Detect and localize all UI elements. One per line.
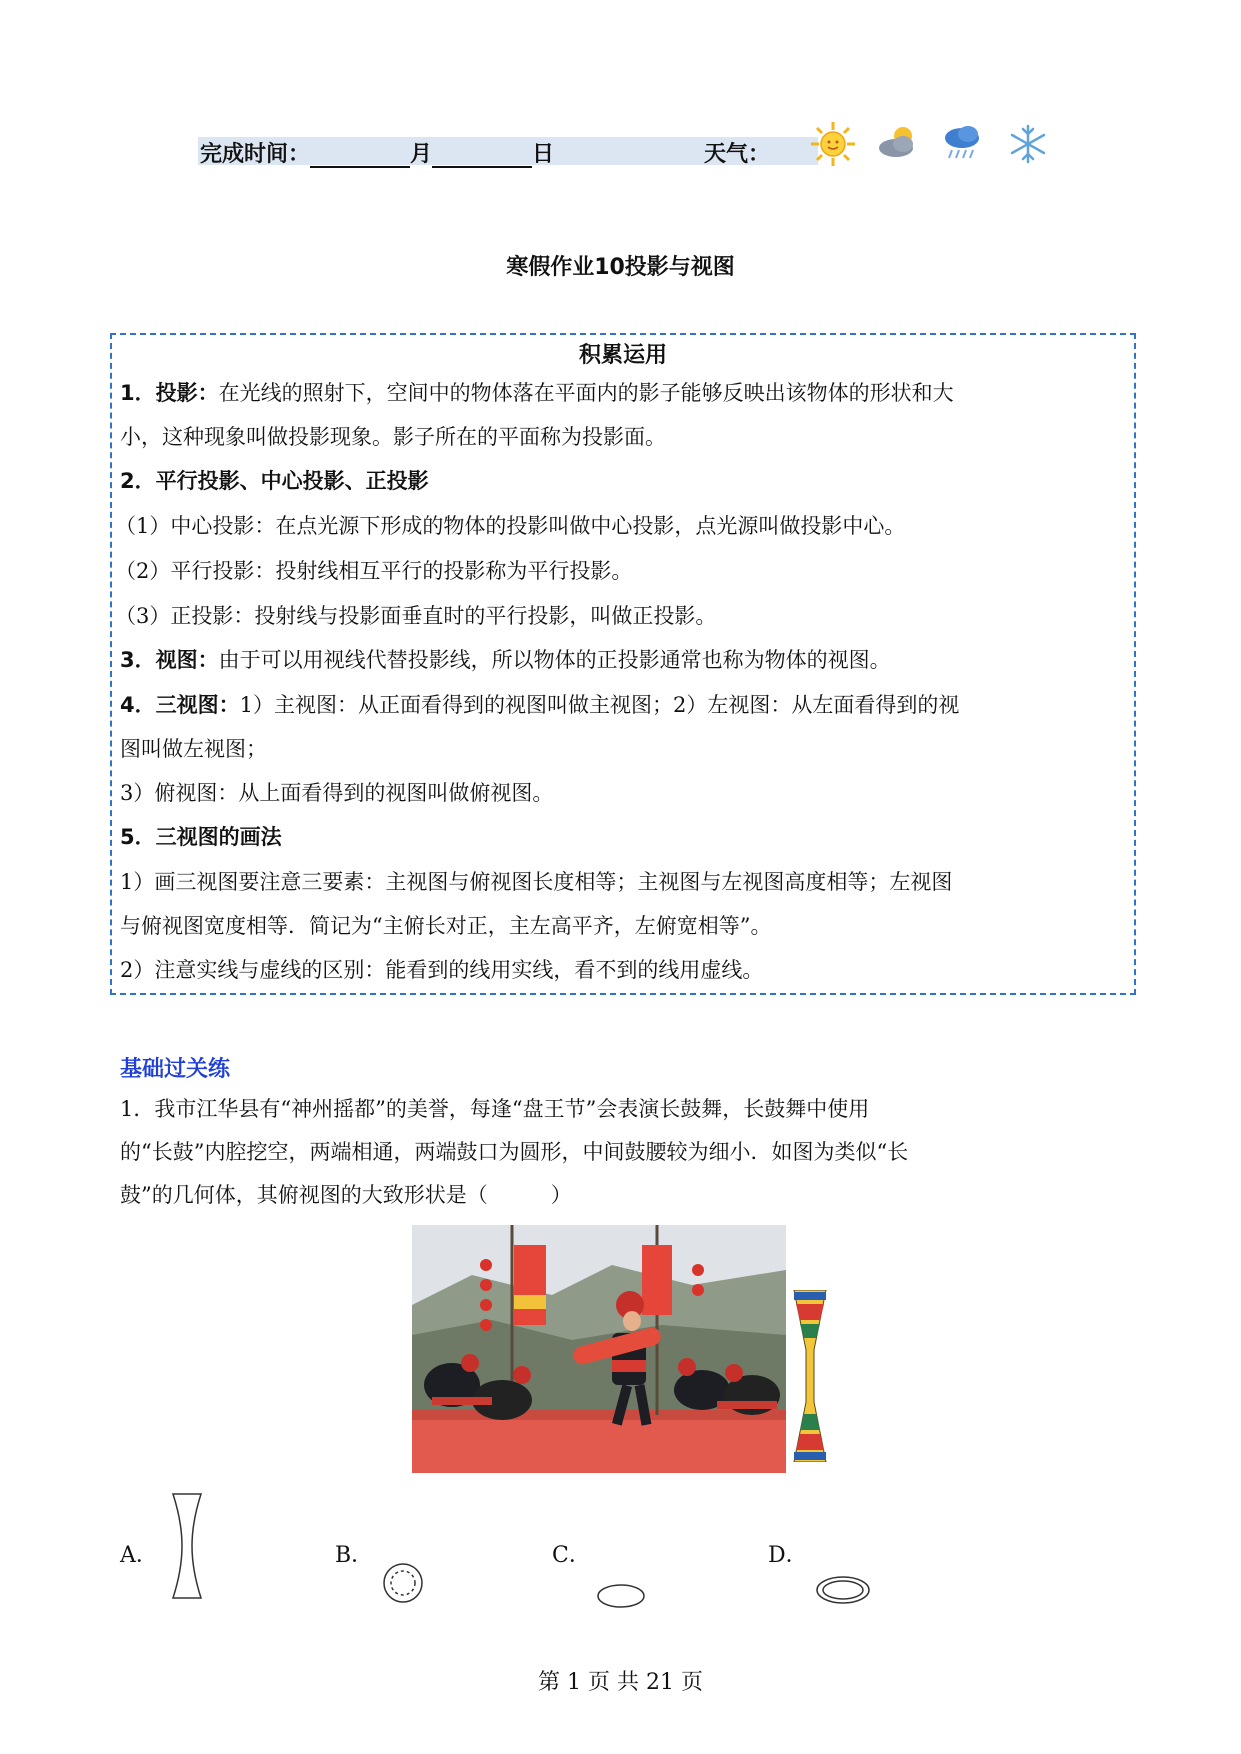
summary-line: 1．投影：在光线的照射下，空间中的物体落在平面内的影子能够反映出该物体的形状和大 xyxy=(120,381,954,405)
summary-line: 2．平行投影、中心投影、正投影 xyxy=(120,469,429,493)
option-a-figure[interactable] xyxy=(170,1492,204,1600)
snow-icon[interactable] xyxy=(1003,120,1053,168)
summary-line: 3）俯视图：从上面看得到的视图叫做俯视图。 xyxy=(120,781,554,805)
summary-line: 5．三视图的画法 xyxy=(120,825,282,849)
option-c-label[interactable]: C． xyxy=(552,1543,591,1568)
summary-line: 与俯视图宽度相等．简记为“主俯长对正，主左高平齐，左俯宽相等”。 xyxy=(120,914,772,938)
option-d-figure[interactable] xyxy=(815,1574,871,1606)
summary-line: 2）注意实线与虚线的区别：能看到的线用实线，看不到的线用虚线。 xyxy=(120,958,764,982)
summary-line: 1）画三视图要注意三要素：主视图与俯视图长度相等；主视图与左视图高度相等；左视图 xyxy=(120,870,953,894)
summary-line: 小，这种现象叫做投影现象。影子所在的平面称为投影面。 xyxy=(120,425,666,449)
summary-line: 4．三视图：1）主视图：从正面看得到的视图叫做主视图；2）左视图：从左面看得到的视 xyxy=(120,693,960,717)
page-title: 寒假作业10投影与视图 xyxy=(506,255,735,280)
cloudy-icon[interactable] xyxy=(873,120,923,168)
sun-icon[interactable] xyxy=(808,120,858,168)
long-drum-figure xyxy=(790,1290,830,1462)
completion-line xyxy=(200,137,770,168)
summary-line: （2）平行投影：投射线相互平行的投影称为平行投影。 xyxy=(115,559,633,583)
summary-line: （3）正投影：投射线与投影面垂直时的平行投影，叫做正投影。 xyxy=(115,604,717,628)
month-blank[interactable] xyxy=(310,144,410,168)
option-b-figure[interactable] xyxy=(382,1562,424,1604)
weather-label: 天气： xyxy=(704,142,771,167)
day-blank[interactable] xyxy=(432,144,532,168)
summary-heading: 积累运用 xyxy=(578,343,667,368)
option-a-label[interactable]: A． xyxy=(120,1543,158,1568)
option-c-figure[interactable] xyxy=(596,1582,646,1610)
rain-icon[interactable] xyxy=(938,120,988,168)
option-d-label[interactable]: D． xyxy=(768,1543,808,1568)
completion-label: 完成时间： xyxy=(200,142,311,167)
long-drum-dance-photo xyxy=(412,1225,786,1473)
page-footer: 第 1 页 共 21 页 xyxy=(538,1670,703,1695)
month-label: 月 xyxy=(410,142,433,167)
summary-line: 3．视图：由于可以用视线代替投影线，所以物体的正投影通常也称为物体的视图。 xyxy=(120,648,891,672)
summary-line: 图叫做左视图； xyxy=(120,737,267,761)
section-title: 基础过关练 xyxy=(120,1057,231,1082)
summary-line: （1）中心投影：在点光源下形成的物体的投影叫做中心投影，点光源叫做投影中心。 xyxy=(115,514,906,538)
question-line: 鼓”的几何体，其俯视图的大致形状是（ ） xyxy=(120,1183,572,1207)
question-line: 的“长鼓”内腔挖空，两端相通，两端鼓口为圆形，中间鼓腰较为细小．如图为类似“长 xyxy=(120,1140,909,1164)
day-label: 日 xyxy=(532,142,555,167)
question-line: 1．我市江华县有“神州摇都”的美誉，每逢“盘王节”会表演长鼓舞，长鼓舞中使用 xyxy=(120,1097,870,1121)
option-b-label[interactable]: B． xyxy=(335,1543,374,1568)
